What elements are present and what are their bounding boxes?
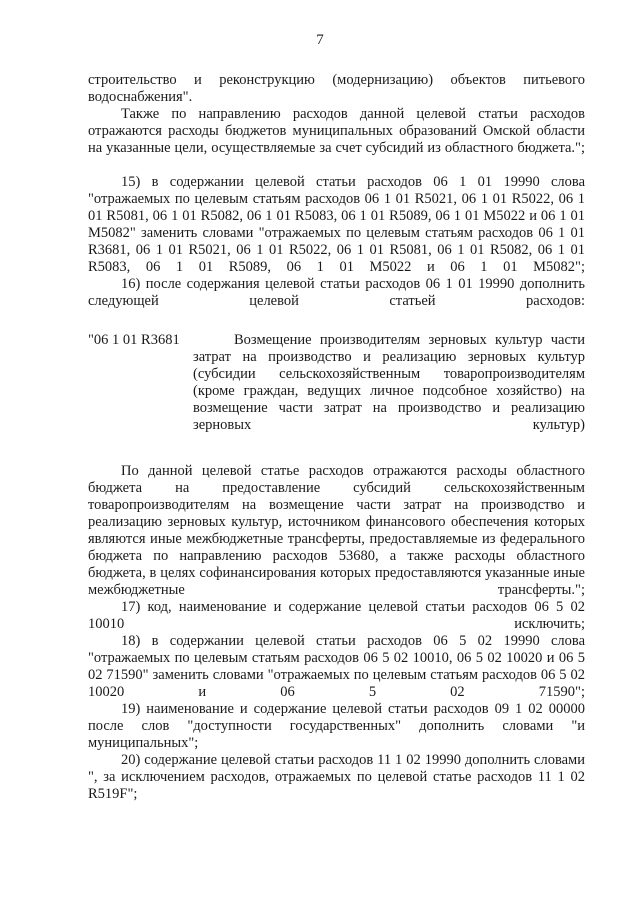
target-article-code: "06 1 01 R3681 <box>88 332 180 348</box>
paragraph-item-19: 19) наименование и содержание целевой статьи расходов 09 1 02 00000 после слов "доступности государственных" дополнить словами "и муниципальных"; <box>88 701 585 751</box>
paragraph-municipal-budgets: Также по направлению расходов данной целевой статьи расходов отражаются расходы бюджетов муниципальных образований Омской области на указанные цели, осуществляемые за счет субсидий из областного бюджета."; <box>88 106 585 156</box>
paragraph-item-18: 18) в содержании целевой статьи расходов 06 5 02 19990 слова "отражаемых по целевым статьям расходов 06 5 02 10010, 06 5 02 10020 и 06 5 02 71590" заменить словами "отражаемых по целевым статьям расходов 06 5 02 10020 и 06 5 02 71590"; <box>88 633 585 700</box>
page-number: 7 <box>316 32 324 48</box>
paragraph-item-17: 17) код, наименование и содержание целевой статьи расходов 06 5 02 10010 исключить; <box>88 599 585 632</box>
paragraph-water-supply: строительство и реконструкцию (модернизацию) объектов питьевого водоснабжения". <box>88 72 585 105</box>
paragraph-item-15: 15) в содержании целевой статьи расходов 06 1 01 19990 слова "отражаемых по целевым статьям расходов 06 1 01 R5021, 06 1 01 R5022, 06 1 01 R5081, 06 1 01 R5082, 06 1 01 R5083, 06 1 01 R5089, 06 1 01 M5022 и 06 1 01 M5082" заменить словами "отражаемых по целевым статьям расходов 06 1 01 R3681, 06 1 01 R5021, 06 1 01 R5022, 06 1 01 R5081, 06 1 01 R5082, 06 1 01 R5083, 06 1 01 R5089, 06 1 01 M5022 и 06 1 01 M5082"; <box>88 174 585 275</box>
paragraph-item-20: 20) содержание целевой статьи расходов 11 1 02 19990 дополнить словами ", за исключением расходов, отражаемых по целевой статье расходов 11 1 02 R519F"; <box>88 752 585 802</box>
paragraph-item-16: 16) после содержания целевой статьи расходов 06 1 01 19990 дополнить следующей целевой статьей расходов: <box>88 276 585 309</box>
target-article-name: Возмещение производителям зерновых культур части затрат на производство и реализацию зерновых культур (субсидии сельскохозяйственным товаропроизводителям (кроме граждан, ведущих личное подсобное хозяйство) на возмещение части затрат на производство и реализацию зерновых культур) <box>193 332 585 433</box>
paragraph-article-description: По данной целевой статье расходов отражаются расходы областного бюджета на предоставление субсидий сельскохозяйственным товаропроизводителям на возмещение части затрат на производство и реализацию зерновых культур, источником финансового обеспечения которых являются иные межбюджетные трансферты, предоставляемые из федерального бюджета по направлению расходов 53680, а также расходы областного бюджета, в целях софинансирования которых предоставляются указанные иные межбюджетные трансферты."; <box>88 463 585 598</box>
